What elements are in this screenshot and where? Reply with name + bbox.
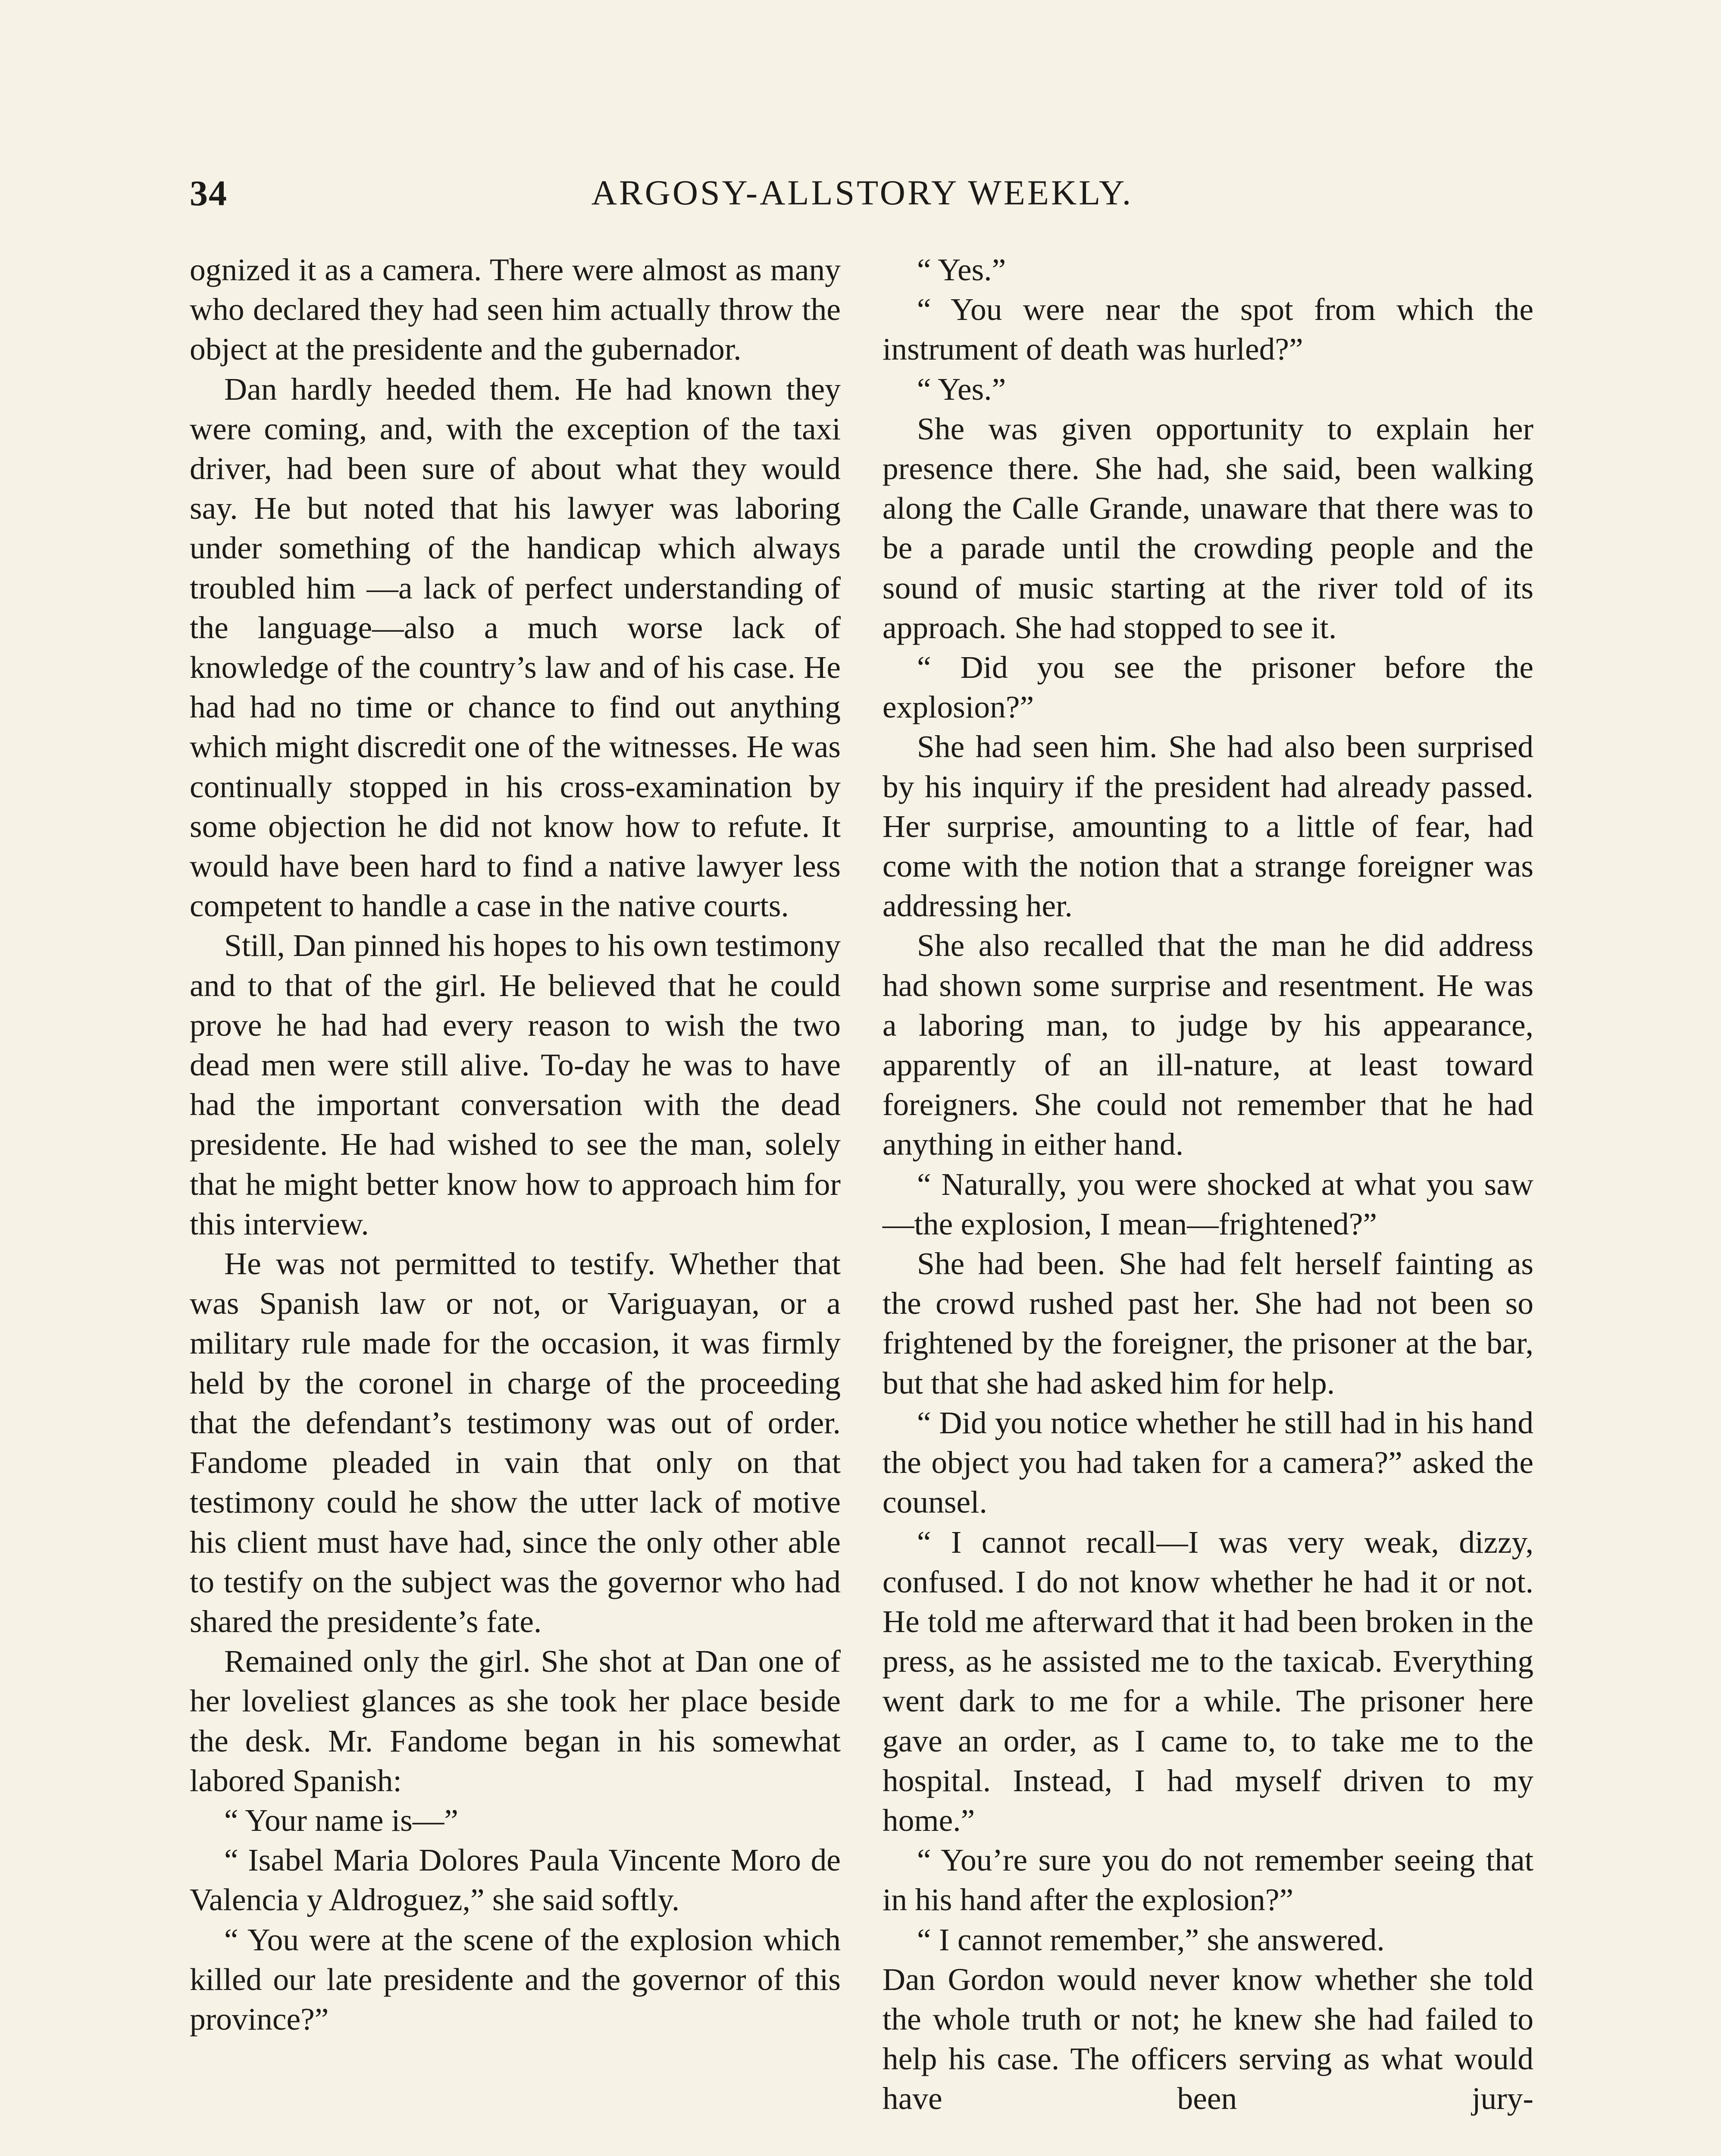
paragraph: She also recalled that the man he did address had shown some surprise and resentment. He was a laboring man, to judge by his appearance, apparently of an ill-nature, at least toward foreigners. She could not remember that he had anything in either hand. <box>882 928 1533 1162</box>
paragraph: “ I cannot recall—I was very weak, dizzy, confused. I do not know whether he had it or not. He told me afterward that it had been broken in the press, as he assisted me to the taxicab. Everything went dark to me for a while. The prisoner here gave an order, as I came to, to take me to the hospital. Instead, I had myself driven to my home.” <box>882 1524 1533 1838</box>
paragraph: She had been. She had felt herself fainting as the crowd rushed past her. She had not been so frightened by the foreigner, the prisoner at the bar, but that she had asked him for help. <box>882 1246 1533 1401</box>
paragraph: “ Did you see the prisoner before the explosion?” <box>882 650 1533 725</box>
page-number: 34 <box>190 173 228 213</box>
paragraph: She had seen him. She had also been surprised by his inquiry if the president had already passed. Her surprise, amounting to a little of fear, had come with the notion that a strange foreigner was addressing her. <box>882 729 1533 924</box>
paragraph: “ Did you notice whether he still had in his hand the object you had taken for a camera?” asked the counsel. <box>882 1405 1533 1520</box>
paragraph: Dan hardly heeded them. He had known they were coming, and, with the exception of the taxi driver, had been sure of about what they would say. He but noted that his lawyer was laboring under something of the handicap which always troubled him —a lack of perfect understanding of the language—also a much worse lack of knowledge of the country’s law and of his case. He had had no time or chance to find out anything which might discredit one of the witnesses. He was continually stopped in his cross-examination by some objection he did not know how to refute. It would have been hard to find a native lawyer less competent to handle a case in the native courts. <box>190 371 841 924</box>
left-column <box>190 250 841 2039</box>
paragraph: “ You’re sure you do not remember seeing that in his hand after the explosion?” <box>882 1843 1533 1918</box>
paragraph: “ You were at the scene of the explosion which killed our late presidente and the governor of this province?” <box>190 1922 841 2037</box>
paragraph: Still, Dan pinned his hopes to his own testimony and to that of the girl. He believed that he could prove he had had every reason to wish the two dead men were still alive. To-day he was to have had the important conversation with the dead presidente. He had wished to see the man, solely that he might better know how to approach him for this interview. <box>190 928 841 1241</box>
paragraph: “ You were near the spot from which the instrument of death was hurled?” <box>882 292 1533 367</box>
paragraph: ognized it as a camera. There were almost as many who declared they had seen him actually throw the object at the presidente and the gubernador. <box>190 252 841 367</box>
right-column <box>882 250 1533 2119</box>
paragraph: “ Yes.” <box>917 371 1006 407</box>
paragraph: “ Yes.” <box>917 252 1006 287</box>
paragraph: “ Your name is—” <box>224 1802 459 1838</box>
paragraph: “ I cannot remember,” she answered. <box>917 1922 1385 1957</box>
paragraph: Remained only the girl. She shot at Dan one of her loveliest glances as she took her place beside the desk. Mr. Fandome began in his somewhat labored Spanish: <box>190 1644 841 1798</box>
paragraph: She was given opportunity to explain her presence there. She had, she said, been walking along the Calle Grande, unaware that there was to be a parade until the crowding people and the sound of music starting at the river told of its approach. She had stopped to see it. <box>882 411 1533 645</box>
paragraph: “ Naturally, you were shocked at what you saw—the explosion, I mean—frightened?” <box>882 1166 1533 1241</box>
page-header <box>190 172 1535 224</box>
paragraph: “ Isabel Maria Dolores Paula Vincente Moro de Valencia y Aldroguez,” she said softly. <box>190 1843 841 1918</box>
paragraph: He was not permitted to testify. Whether that was Spanish law or not, or Variguayan, or a military rule made for the occasion, it was firmly held by the coronel in charge of the proceeding that the defendant’s testimony was out of order. Fandome pleaded in vain that only on that testimony could he show the utter lack of motive his client must have had, since the only other able to testify on the subject was the governor who had shared the presidente’s fate. <box>190 1246 841 1639</box>
paragraph: Dan Gordon would never know whether she told the whole truth or not; he knew she had failed to help his case. The officers serving as what would have been jury- <box>882 1962 1533 2116</box>
running-head: ARGOSY-ALLSTORY WEEKLY. <box>591 173 1133 212</box>
